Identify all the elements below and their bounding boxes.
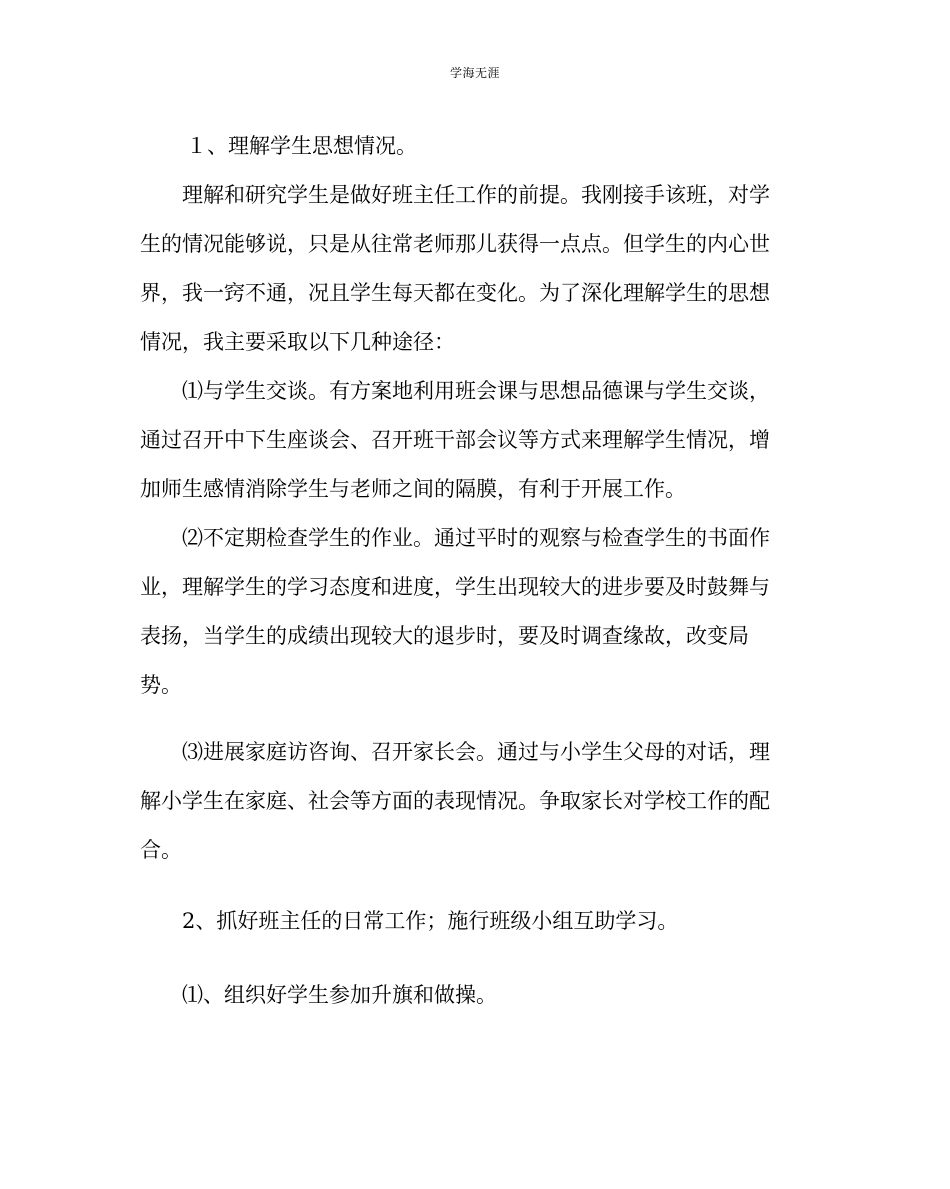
paragraph-line: 表扬，当学生的成绩出现较大的退步时，要及时调查缘故，改变局 <box>140 624 749 648</box>
paragraph-line: 界，我一窍不通，况且学生每天都在变化。为了深化理解学生的思想 <box>140 281 770 305</box>
paragraph-line: 势。 <box>140 673 182 697</box>
paragraph-line: 生的情况能够说，只是从往常老师那儿获得一点点。但学生的内心世 <box>140 232 770 256</box>
paragraph-line: 通过召开中下生座谈会、召开班干部会议等方式来理解学生情况，增 <box>140 428 770 452</box>
page-header: 学海无涯 <box>449 66 500 80</box>
paragraph-line: 解小学生在家庭、社会等方面的表现情况。争取家长对学校工作的配 <box>140 789 770 813</box>
paragraph-2 <box>140 367 800 514</box>
heading-text: １、理解学生思想情况。 <box>186 134 417 158</box>
paragraph-line: ⑶进展家庭访咨询、召开家长会。通过与小学生父母的对话，理 <box>182 740 770 764</box>
paragraph-line: ⑵不定期检查学生的作业。通过平时的观察与检查学生的书面作 <box>182 526 770 550</box>
paragraph-line: ⑴与学生交谈。有方案地利用班会课与思想品德课与学生交谈， <box>182 379 770 403</box>
paragraph-line: 合。 <box>140 838 182 862</box>
paragraph-line: 情况，我主要采取以下几种途径： <box>140 330 455 354</box>
paragraph-line: 加师生感情消除学生与老师之间的隔膜，有利于开展工作。 <box>140 477 686 501</box>
paragraph-1 <box>140 171 800 367</box>
paragraph-3 <box>140 514 800 710</box>
paragraph-4 <box>140 728 800 875</box>
paragraph-line: 业，理解学生的学习态度和进度，学生出现较大的进步要及时鼓舞与 <box>140 575 770 599</box>
heading-text: 2、抓好班主任的日常工作；施行班级小组互助学习。 <box>182 909 679 933</box>
list-item-text: ⑴、组织好学生参加升旗和做操。 <box>182 983 497 1007</box>
list-item-1 <box>140 971 800 1020</box>
section-heading-1 <box>140 122 800 171</box>
section-heading-2 <box>140 897 800 946</box>
paragraph-line: 理解和研究学生是做好班主任工作的前提。我刚接手该班，对学 <box>182 183 770 207</box>
